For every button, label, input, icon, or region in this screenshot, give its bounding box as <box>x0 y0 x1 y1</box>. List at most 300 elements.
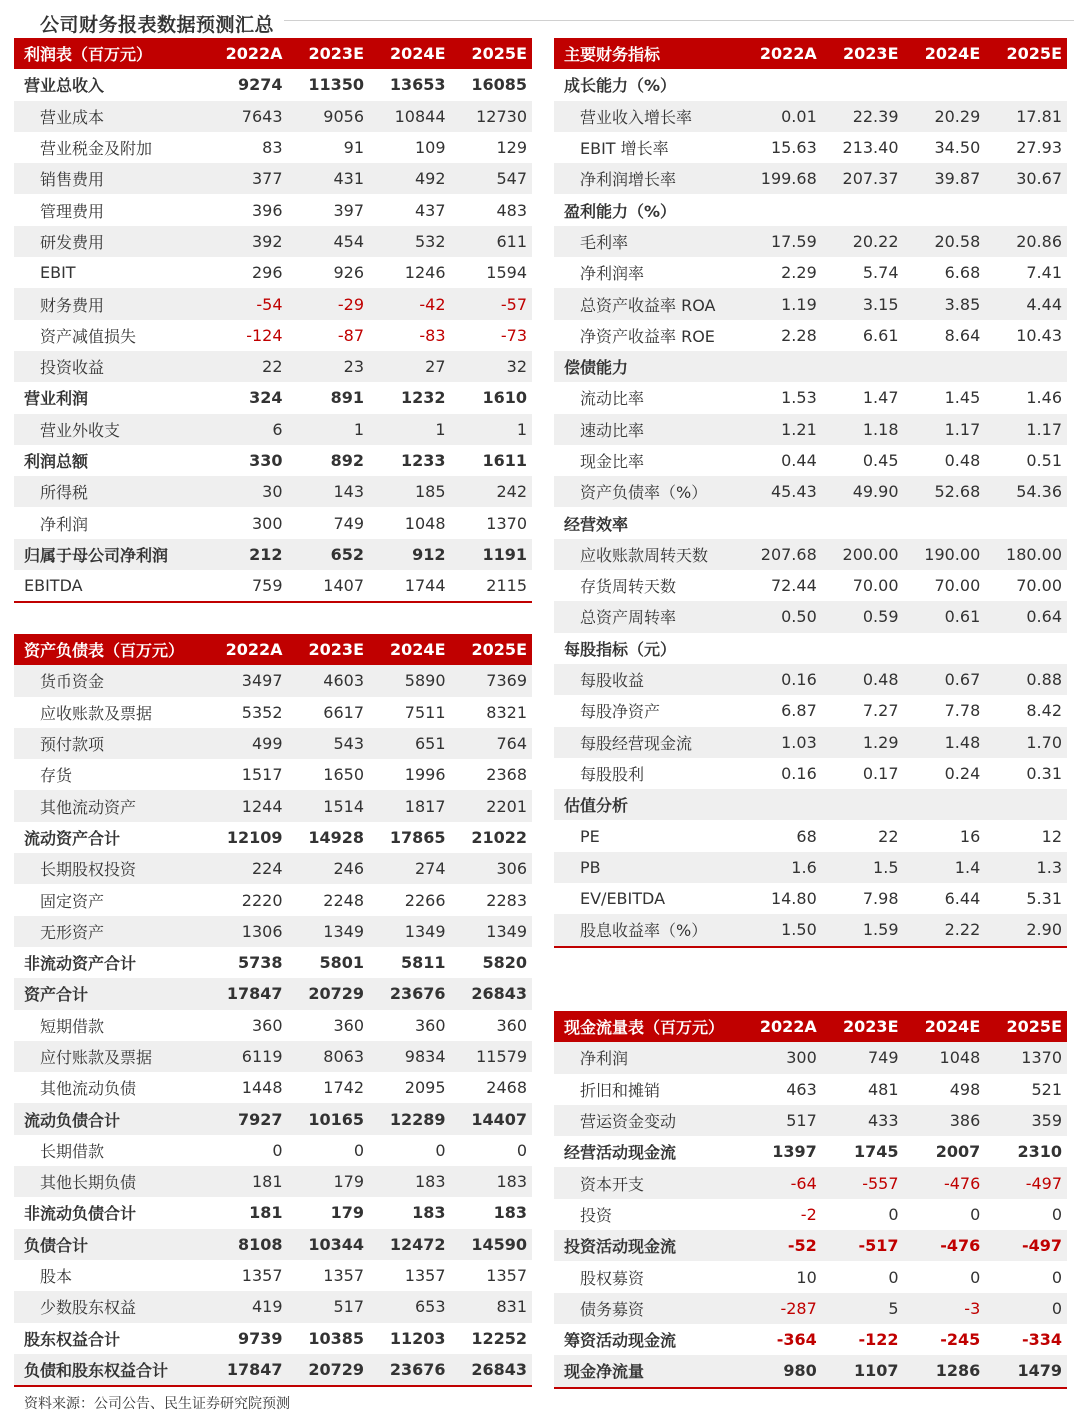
row-label: 非流动资产合计 <box>24 954 137 974</box>
table-row <box>554 1199 1067 1230</box>
cell-value: 2468 <box>486 1078 527 1098</box>
table-row <box>14 539 532 570</box>
cell-value: 23 <box>343 357 364 377</box>
cell-value: 1.46 <box>1026 388 1062 408</box>
table-row <box>554 570 1067 601</box>
cell-value: 0.48 <box>944 451 981 470</box>
cell-value: 0 <box>888 1204 899 1224</box>
cell-value: 1 <box>435 419 446 439</box>
table-title: 利润表（百万元） <box>24 45 153 65</box>
cell-value: 1.53 <box>781 388 817 408</box>
table-row <box>14 382 532 413</box>
row-label: 营运资金变动 <box>580 1112 677 1132</box>
cell-value: 926 <box>333 263 364 283</box>
cell-value: -124 <box>246 325 283 345</box>
cell-value: 14928 <box>308 827 364 847</box>
row-label: 经营效率 <box>564 514 629 534</box>
cell-value: 5811 <box>400 953 446 973</box>
table-row <box>554 132 1067 163</box>
cell-value: 26843 <box>471 1359 527 1379</box>
row-label: 应收账款周转天数 <box>580 545 709 565</box>
table-row <box>554 257 1067 288</box>
cell-value: 0 <box>888 1267 899 1287</box>
table-row <box>14 759 532 790</box>
cell-value: 12109 <box>226 827 283 847</box>
cell-value: 2.22 <box>944 920 981 940</box>
cell-value: 0.16 <box>781 763 817 783</box>
cell-value: 17.59 <box>770 231 817 251</box>
cell-value: 360 <box>251 1015 283 1035</box>
table-header-row <box>14 634 532 665</box>
table-row <box>554 382 1067 413</box>
table-row <box>554 1293 1067 1324</box>
column-header: 2024E <box>390 44 446 64</box>
cell-value: 377 <box>251 169 283 189</box>
column-header: 2023E <box>843 1017 899 1037</box>
cell-value: 12472 <box>389 1234 446 1254</box>
cell-value: 5801 <box>319 953 364 973</box>
cell-value: 1610 <box>482 388 527 408</box>
cell-value: 9739 <box>237 1328 283 1348</box>
row-label: 营业成本 <box>40 107 105 127</box>
cell-value: -64 <box>790 1173 817 1193</box>
cell-value: -497 <box>1021 1236 1062 1256</box>
row-label: 管理费用 <box>40 201 105 221</box>
cell-value: 651 <box>414 734 446 754</box>
cell-value: 8063 <box>323 1047 364 1066</box>
row-label: 营业总收入 <box>24 76 105 96</box>
table-row <box>554 69 1067 100</box>
row-label: 流动负债合计 <box>24 1110 121 1130</box>
cell-value: 2220 <box>241 890 283 910</box>
table-row <box>14 916 532 947</box>
table-row <box>14 1354 532 1385</box>
cell-value: 183 <box>412 1203 446 1223</box>
row-label: EBIT 增长率 <box>580 139 669 159</box>
table-row <box>554 539 1067 570</box>
cell-value: 1191 <box>482 544 527 564</box>
cell-value: 1.5 <box>873 857 899 877</box>
cell-value: 431 <box>333 169 364 189</box>
cell-value: -52 <box>787 1236 817 1256</box>
cell-value: 10.43 <box>1016 325 1062 345</box>
cell-value: 1349 <box>486 921 527 941</box>
cell-value: 0.48 <box>862 670 899 690</box>
cell-value: 70.00 <box>1016 576 1062 596</box>
row-label: 其他长期负债 <box>40 1173 137 1193</box>
cell-value: 0.88 <box>1026 670 1062 690</box>
row-label: 每股指标（元） <box>564 639 677 659</box>
cell-value: 1 <box>516 419 527 439</box>
cell-value: 7.78 <box>944 701 981 721</box>
cell-value: 0.67 <box>944 670 981 690</box>
row-label: 股本 <box>40 1267 73 1287</box>
column-header: 2025E <box>471 44 527 64</box>
cell-value: 5.31 <box>1026 889 1062 909</box>
cell-value: 0 <box>970 1267 981 1287</box>
table-row <box>554 101 1067 132</box>
cell-value: 454 <box>333 231 364 251</box>
cell-value: 5 <box>888 1298 899 1318</box>
table-row <box>14 101 532 132</box>
cell-value: 27.93 <box>1016 138 1062 158</box>
cell-value: 14407 <box>471 1109 527 1129</box>
cell-value: 483 <box>496 200 527 220</box>
row-label: 投资收益 <box>40 358 105 378</box>
row-label: 财务费用 <box>40 295 105 315</box>
cell-value: 759 <box>251 576 283 596</box>
cell-value: 1357 <box>241 1266 283 1286</box>
cell-value: 0 <box>1051 1267 1062 1287</box>
column-header: 2023E <box>308 640 364 660</box>
cell-value: 1.70 <box>1026 732 1062 752</box>
cell-value: 20.58 <box>934 231 981 251</box>
column-header: 2023E <box>308 44 364 64</box>
cell-value: 70.00 <box>934 576 981 596</box>
row-label: 存货 <box>40 766 73 786</box>
cell-value: 183 <box>493 1203 527 1223</box>
table-row <box>14 1323 532 1354</box>
row-label: EBITDA <box>24 576 83 596</box>
cell-value: 611 <box>496 231 527 251</box>
cell-value: 0.59 <box>862 607 899 627</box>
row-label: 净利润 <box>40 514 89 534</box>
row-label: 偿债能力 <box>564 358 629 378</box>
cell-value: 200.00 <box>842 544 899 564</box>
cell-value: 0.64 <box>1026 607 1062 627</box>
row-label: 流动资产合计 <box>24 828 121 848</box>
column-header: 2022A <box>759 44 817 64</box>
cell-value: -2 <box>800 1204 817 1224</box>
cell-value: 1.19 <box>781 294 817 314</box>
table-row <box>14 1041 532 1072</box>
row-label: 其他流动负债 <box>40 1079 137 1099</box>
cell-value: 517 <box>786 1111 817 1131</box>
row-label: PE <box>580 826 600 846</box>
cell-value: 49.90 <box>852 482 899 502</box>
cell-value: 6119 <box>241 1047 283 1066</box>
row-label: 净利润增长率 <box>580 170 677 190</box>
cell-value: 11579 <box>476 1047 527 1066</box>
table-row <box>554 789 1067 820</box>
cell-value: 1370 <box>486 513 527 533</box>
row-label: 资产负债率（%） <box>580 483 708 503</box>
cell-value: 359 <box>1031 1111 1062 1131</box>
cell-value: -3 <box>964 1298 981 1318</box>
cell-value: 7.98 <box>862 889 899 909</box>
cell-value: 330 <box>249 451 283 470</box>
cell-value: 213.40 <box>842 138 899 158</box>
table-row <box>14 288 532 319</box>
cell-value: 20.86 <box>1016 231 1062 251</box>
cell-value: 181 <box>251 1172 283 1192</box>
row-label: 净利润 <box>580 1049 629 1069</box>
cell-value: 0.24 <box>944 763 981 783</box>
table-row <box>554 914 1067 945</box>
cell-value: 2.90 <box>1026 920 1062 940</box>
cell-value: 532 <box>414 231 446 251</box>
cell-value: -87 <box>337 325 364 345</box>
cell-value: 1.18 <box>862 419 899 439</box>
cell-value: 10344 <box>308 1234 364 1254</box>
table-row <box>14 853 532 884</box>
cell-value: 1.3 <box>1036 857 1062 877</box>
cell-value: 1.29 <box>862 732 899 752</box>
table-row <box>14 1135 532 1166</box>
cell-value: 2310 <box>1017 1142 1062 1162</box>
table-row <box>554 695 1067 726</box>
cell-value: 300 <box>786 1048 817 1068</box>
cell-value: 2.28 <box>781 325 817 345</box>
cell-value: 242 <box>496 482 527 502</box>
cell-value: 0.45 <box>862 451 899 470</box>
cell-value: 179 <box>333 1172 364 1192</box>
cell-value: -57 <box>500 294 527 314</box>
cell-value: 2283 <box>486 890 527 910</box>
cell-value: 30.67 <box>1016 169 1062 189</box>
cell-value: 1246 <box>404 263 446 283</box>
income-statement-table <box>14 38 532 603</box>
cell-value: 360 <box>333 1015 364 1035</box>
table-row <box>554 351 1067 382</box>
table-row <box>14 884 532 915</box>
cell-value: 143 <box>333 482 364 502</box>
cell-value: 1048 <box>404 513 446 533</box>
cell-value: 6.44 <box>944 889 981 909</box>
cell-value: 246 <box>333 859 364 879</box>
column-header: 2023E <box>843 44 899 64</box>
cell-value: 5890 <box>404 671 446 691</box>
cell-value: 22 <box>878 826 899 846</box>
row-label: 应收账款及票据 <box>40 703 153 723</box>
cell-value: 0.31 <box>1026 763 1062 783</box>
row-label: 少数股东权益 <box>40 1298 137 1318</box>
cell-value: 392 <box>251 231 283 251</box>
cell-value: 4.44 <box>1026 294 1062 314</box>
cell-value: 12 <box>1041 826 1062 846</box>
table-row <box>554 163 1067 194</box>
cell-value: 4603 <box>323 671 364 691</box>
row-label: 筹资活动现金流 <box>564 1331 677 1351</box>
cell-value: 1448 <box>241 1078 283 1098</box>
column-header: 2025E <box>1006 44 1062 64</box>
cell-value: 23676 <box>389 1359 446 1379</box>
cell-value: 11203 <box>389 1328 446 1348</box>
cell-value: 2368 <box>486 765 527 785</box>
cell-value: 6.61 <box>862 325 899 345</box>
cell-value: 52.68 <box>934 482 981 502</box>
cell-value: 1286 <box>935 1361 981 1381</box>
row-label: 负债和股东权益合计 <box>24 1360 169 1380</box>
cell-value: 5820 <box>482 953 527 973</box>
cell-value: 12252 <box>471 1328 527 1348</box>
cell-value: 397 <box>333 200 364 220</box>
cell-value: 8321 <box>486 702 527 722</box>
cell-value: 1306 <box>241 921 283 941</box>
row-label: 流动比率 <box>580 389 645 409</box>
row-label: 短期借款 <box>40 1016 105 1036</box>
cell-value: 1244 <box>241 796 283 816</box>
cell-value: 14.80 <box>770 889 817 909</box>
cell-value: 5352 <box>241 702 283 722</box>
table-row <box>14 132 532 163</box>
table-row <box>554 288 1067 319</box>
cell-value: 5.74 <box>862 263 899 283</box>
cell-value: 183 <box>496 1172 527 1192</box>
cell-value: 1232 <box>400 388 446 408</box>
cell-value: 1479 <box>1017 1361 1062 1381</box>
table-row <box>554 601 1067 632</box>
cell-value: 0.50 <box>781 607 817 627</box>
cell-value: 17865 <box>389 827 446 847</box>
column-header: 2024E <box>390 640 446 660</box>
table-row <box>14 257 532 288</box>
cell-value: 749 <box>867 1048 899 1068</box>
cell-value: 45.43 <box>770 482 817 502</box>
table-row <box>14 1010 532 1041</box>
row-label: 总资产收益率 ROA <box>580 295 716 315</box>
cell-value: 0.61 <box>944 607 981 627</box>
cell-value: 39.87 <box>934 169 981 189</box>
row-label: 净利润率 <box>580 264 645 284</box>
table-row <box>14 445 532 476</box>
table-row <box>14 1166 532 1197</box>
table-row <box>554 1167 1067 1198</box>
column-header: 2022A <box>225 44 283 64</box>
cell-value: 653 <box>414 1297 446 1317</box>
cell-value: 129 <box>496 138 527 158</box>
row-label: 估值分析 <box>564 796 629 816</box>
cell-value: 360 <box>414 1015 446 1035</box>
cell-value: 22 <box>262 357 283 377</box>
row-label: EV/EBITDA <box>580 889 666 909</box>
table-title: 资产负债表（百万元） <box>24 641 185 661</box>
table-row <box>554 1136 1067 1167</box>
table-row <box>14 728 532 759</box>
cell-value: 5738 <box>237 953 283 973</box>
row-label: 折旧和摊销 <box>580 1080 661 1100</box>
row-label: 货币资金 <box>40 672 105 692</box>
cell-value: 1397 <box>772 1142 817 1162</box>
table-row <box>554 414 1067 445</box>
cell-value: 1817 <box>404 796 446 816</box>
table-row <box>554 476 1067 507</box>
cell-value: 9274 <box>237 75 283 95</box>
cell-value: 300 <box>251 513 283 533</box>
cell-value: 749 <box>333 513 364 533</box>
row-label: 营业收入增长率 <box>580 107 693 127</box>
table-row <box>14 1260 532 1291</box>
cell-value: 386 <box>949 1111 981 1131</box>
cell-value: 0 <box>1051 1298 1062 1318</box>
cell-value: 83 <box>262 138 283 158</box>
cell-value: 20.29 <box>934 106 981 126</box>
row-label: 销售费用 <box>40 170 105 190</box>
row-label: PB <box>580 857 601 877</box>
column-header: 2025E <box>1006 1017 1062 1037</box>
table-row <box>14 947 532 978</box>
cell-value: 1407 <box>323 576 364 596</box>
cell-value: 1.59 <box>862 920 899 940</box>
cell-value: 6 <box>272 419 283 439</box>
row-label: 资产减值损失 <box>40 326 137 346</box>
cell-value: 547 <box>496 169 527 189</box>
row-label: 存货周转天数 <box>580 577 677 597</box>
cell-value: 91 <box>343 138 364 158</box>
row-label: 营业利润 <box>24 389 89 409</box>
cell-value: 1.17 <box>1026 419 1062 439</box>
row-label: 股息收益率（%） <box>580 921 708 941</box>
cell-value: 22.39 <box>852 106 899 126</box>
cell-value: 419 <box>251 1297 283 1317</box>
cell-value: 7511 <box>404 702 446 722</box>
cell-value: -122 <box>858 1330 899 1350</box>
cell-value: 0.17 <box>862 763 899 783</box>
cell-value: 1.6 <box>791 857 817 877</box>
cell-value: 207.68 <box>760 544 817 564</box>
cell-value: 70.00 <box>852 576 899 596</box>
cell-value: 0.16 <box>781 670 817 690</box>
column-header: 2025E <box>471 640 527 660</box>
cell-value: 20729 <box>308 1359 364 1379</box>
cell-value: 543 <box>333 734 364 754</box>
row-label: 无形资产 <box>40 922 105 942</box>
table-row <box>554 1230 1067 1261</box>
cell-value: 296 <box>251 263 283 283</box>
cell-value: 1.17 <box>944 419 981 439</box>
cell-value: 1233 <box>400 451 446 470</box>
row-label: 每股收益 <box>580 671 645 691</box>
cell-value: -54 <box>256 294 283 314</box>
cell-value: 0 <box>272 1140 283 1160</box>
cell-value: -73 <box>500 325 527 345</box>
row-label: 应付账款及票据 <box>40 1048 153 1067</box>
cell-value: 3.85 <box>944 294 981 314</box>
cell-value: 16085 <box>471 75 527 95</box>
cell-value: 1357 <box>323 1266 364 1286</box>
cell-value: 831 <box>496 1297 527 1317</box>
table-row <box>554 507 1067 538</box>
row-label: 长期借款 <box>40 1141 105 1161</box>
cell-value: 1.4 <box>954 857 981 877</box>
cell-value: 6.87 <box>781 701 817 721</box>
table-row <box>14 570 532 601</box>
table-row <box>554 1324 1067 1355</box>
column-header: 2024E <box>924 1017 981 1037</box>
cell-value: 1.48 <box>944 732 981 752</box>
row-label: 非流动负债合计 <box>24 1204 137 1224</box>
table-row <box>14 163 532 194</box>
cell-value: 72.44 <box>770 576 817 596</box>
row-label: 负债合计 <box>24 1235 89 1255</box>
cell-value: 980 <box>783 1361 817 1381</box>
table-row <box>554 1042 1067 1073</box>
cell-value: 12289 <box>389 1109 446 1129</box>
cell-value: 13653 <box>389 75 446 95</box>
row-label: 股东权益合计 <box>24 1329 121 1349</box>
row-label: 毛利率 <box>580 232 629 252</box>
cell-value: 183 <box>414 1172 446 1192</box>
cell-value: 34.50 <box>934 138 981 158</box>
row-label: 营业税金及附加 <box>40 139 153 159</box>
cell-value: 224 <box>251 859 283 879</box>
cell-value: 15.63 <box>770 138 817 158</box>
cell-value: 1594 <box>486 263 527 283</box>
table-row <box>14 476 532 507</box>
cell-value: 3.15 <box>862 294 899 314</box>
row-label: 速动比率 <box>580 420 645 440</box>
table-row <box>14 507 532 538</box>
